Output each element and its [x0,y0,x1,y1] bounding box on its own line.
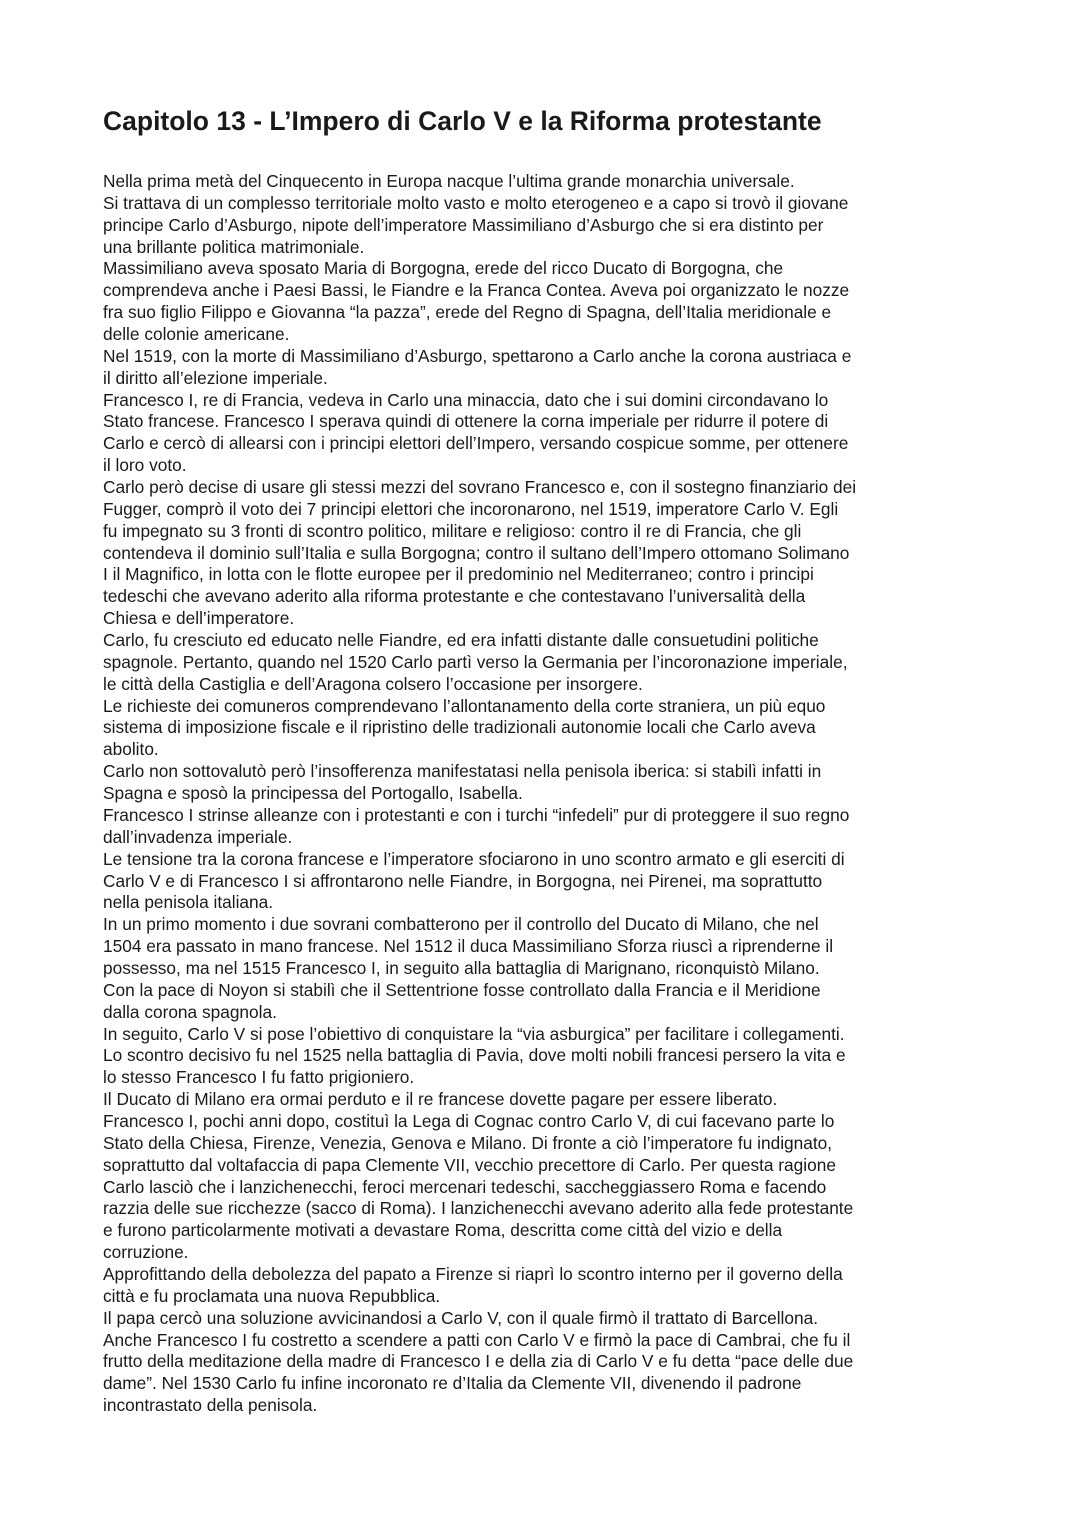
paragraph [103,1111,983,1264]
text-line: e furono particolarmente motivati a devastare Roma, descritta come città del vizio e della [103,1220,783,1241]
text-line: nella penisola italiana. [103,892,274,913]
chapter-title: Capitolo 13 - L’Impero di Carlo V e la Riforma protestante [103,106,822,136]
text-line: una brillante politica matrimoniale. [103,236,365,257]
text-line: il diritto all’elezione imperiale. [103,367,328,388]
paragraph [103,1308,983,1330]
text-line: principe Carlo d’Asburgo, nipote dell’imperatore Massimiliano d’Asburgo che si era distinto per [103,214,824,235]
text-line: Francesco I strinse alleanze con i protestanti e con i turchi “infedeli” pur di proteggere il suo regno [103,804,850,825]
text-line: fu impegnato su 3 fronti di scontro politico, militare e religioso: contro il re di Francia, che gli [103,520,802,541]
text-line: frutto della meditazione della madre di Francesco I e della zia di Carlo V e fu detta “pace delle due [103,1351,854,1372]
text-line: le città della Castiglia e dell’Aragona colsero l’occasione per insorgere. [103,673,643,694]
text-line: Stato della Chiesa, Firenze, Venezia, Genova e Milano. Di fronte a ciò l’imperatore fu indignato, [103,1132,833,1153]
text-line: spagnole. Pertanto, quando nel 1520 Carlo partì verso la Germania per l’incoronazione imperiale, [103,651,848,672]
paragraph [103,258,983,345]
document-page [103,0,983,1527]
paragraph [103,914,983,1023]
text-line: Stato francese. Francesco I sperava quindi di ottenere la corna imperiale per ridurre il potere di [103,411,829,432]
text-line: Massimiliano aveva sposato Maria di Borgogna, erede del ricco Ducato di Borgogna, che [103,258,784,279]
text-line: Carlo lasciò che i lanzichenecchi, feroci mercenari tedeschi, saccheggiassero Roma e facendo [103,1176,827,1197]
paragraph [103,630,983,696]
text-line: In un primo momento i due sovrani combatterono per il controllo del Ducato di Milano, che nel [103,914,819,935]
text-line: dalla corona spagnola. [103,1001,277,1022]
paragraph [103,805,983,849]
text-line: sistema di imposizione fiscale e il ripristino delle tradizionali autonomie locali che Carlo aveva [103,717,816,738]
text-line: abolito. [103,739,159,760]
text-line: Il papa cercò una soluzione avvicinandosi a Carlo V, con il quale firmò il trattato di Barcellona. [103,1307,819,1328]
text-line: Fugger, comprò il voto dei 7 principi elettori che incoronarono, nel 1519, imperatore Carlo V. Egli [103,498,839,519]
text-line: il loro voto. [103,455,187,476]
text-line: Nella prima metà del Cinquecento in Europa nacque l’ultima grande monarchia universale. [103,171,795,191]
text-line: incontrastato della penisola. [103,1395,318,1416]
paragraph [103,390,983,477]
text-line: contendeva il dominio sull’Italia e sulla Borgogna; contro il sultano dell’Impero ottomano Solimano [103,542,850,563]
text-line: dame”. Nel 1530 Carlo fu infine incoronato re d’Italia da Clemente VII, divenendo il padrone [103,1373,802,1394]
text-line: Francesco I, re di Francia, vedeva in Carlo una minaccia, dato che i sui domini circondavano lo [103,389,829,410]
text-line: Anche Francesco I fu costretto a scendere a patti con Carlo V e firmò la pace di Cambrai, che fu il [103,1329,851,1350]
text-line: Si trattava di un complesso territoriale molto vasto e molto eterogeneo e a capo si trovò il giovane [103,192,849,213]
text-line: 1504 era passato in mano francese. Nel 1512 il duca Massimiliano Sforza riuscì a riprenderne il [103,936,834,957]
paragraph [103,1024,983,1090]
text-line: delle colonie americane. [103,324,290,345]
paragraph [103,696,983,762]
text-line: Nel 1519, con la morte di Massimiliano d’Asburgo, spettarono a Carlo anche la corona austriaca e [103,345,852,366]
text-line: fra suo figlio Filippo e Giovanna “la pazza”, erede del Regno di Spagna, dell’Italia meridionale e [103,302,832,323]
text-line: Approfittando della debolezza del papato a Firenze si riaprì lo scontro interno per il governo della [103,1263,843,1284]
text-line: soprattutto dal voltafaccia di papa Clemente VII, vecchio precettore di Carlo. Per questa ragione [103,1154,836,1175]
text-line: dall’invadenza imperiale. [103,826,293,847]
text-line: In seguito, Carlo V si pose l’obiettivo di conquistare la “via asburgica” per facilitare i collegamenti. [103,1023,845,1044]
paragraph [103,171,983,258]
text-line: Lo scontro decisivo fu nel 1525 nella battaglia di Pavia, dove molti nobili francesi persero la vita e [103,1045,846,1066]
text-line: I il Magnifico, in lotta con le flotte europee per il predominio nel Mediterraneo; contro i principi [103,564,814,585]
paragraph [103,346,983,390]
text-line: tedeschi che avevano aderito alla riforma protestante e che contestavano l’universalità della [103,586,806,607]
paragraph [103,1330,983,1417]
text-line: razzia delle sue ricchezze (sacco di Roma). I lanzichenecchi avevano aderito alla fede protestante [103,1198,854,1219]
text-line: Le richieste dei comuneros comprendevano l’allontanamento della corte straniera, un più equo [103,695,826,716]
paragraph [103,761,983,805]
text-line: corruzione. [103,1242,189,1263]
chapter-body [103,171,983,1417]
text-line: Le tensione tra la corona francese e l’imperatore sfociarono in uno scontro armato e gli eserciti di [103,848,845,869]
text-line: Carlo, fu cresciuto ed educato nelle Fiandre, ed era infatti distante dalle consuetudini politiche [103,630,819,651]
text-line: Carlo V e di Francesco I si affrontarono nelle Fiandre, in Borgogna, nei Pirenei, ma soprattutto [103,870,823,891]
text-line: Carlo però decise di usare gli stessi mezzi del sovrano Francesco e, con il sostegno finanziario dei [103,477,857,498]
text-line: lo stesso Francesco I fu fatto prigioniero. [103,1067,415,1088]
text-line: Chiesa e dell’imperatore. [103,608,295,629]
text-line: comprendeva anche i Paesi Bassi, le Fiandre e la Franca Contea. Aveva poi organizzato le nozze [103,280,850,301]
text-line: città e fu proclamata una nuova Repubblica. [103,1285,441,1306]
paragraph [103,849,983,915]
paragraph [103,477,983,630]
text-line: Carlo non sottovalutò però l’insofferenza manifestatasi nella penisola iberica: si stabilì infatti in [103,761,822,782]
paragraph [103,1264,983,1308]
paragraph [103,1089,983,1111]
text-line: Con la pace di Noyon si stabilì che il Settentrione fosse controllato dalla Francia e il Meridione [103,979,821,1000]
text-line: Spagna e sposò la principessa del Portogallo, Isabella. [103,783,523,804]
text-line: Il Ducato di Milano era ormai perduto e il re francese dovette pagare per essere liberato. [103,1089,778,1110]
text-line: possesso, ma nel 1515 Francesco I, in seguito alla battaglia di Marignano, riconquistò Milano. [103,957,820,978]
text-line: Carlo e cercò di allearsi con i principi elettori dell’Impero, versando cospicue somme, per ottenere [103,433,849,454]
text-line: Francesco I, pochi anni dopo, costituì la Lega di Cognac contro Carlo V, di cui facevano parte lo [103,1110,835,1131]
